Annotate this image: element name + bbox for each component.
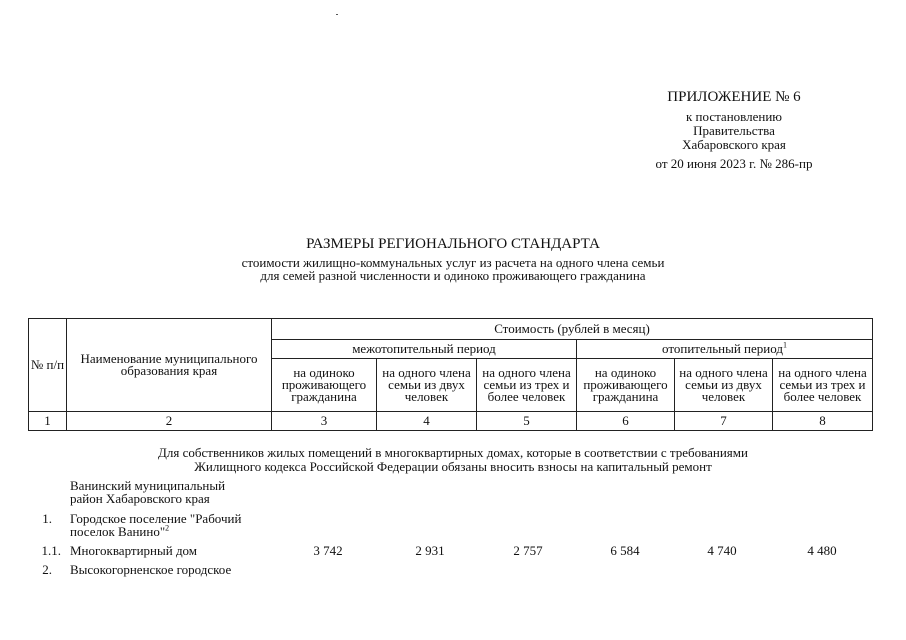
document-subtitle-line-2: для семей разной численности и одиноко проживающего гражданина — [260, 268, 646, 283]
district-row — [0, 479, 906, 507]
value-cell: 2 931 — [415, 543, 445, 558]
header-period-heating — [577, 340, 873, 359]
row-number: 1. — [42, 511, 52, 526]
row-number: 1.1. — [41, 543, 61, 558]
district-name-line-2: район Хабаровского края — [70, 491, 210, 506]
scan-speck — [336, 14, 338, 15]
row-name — [70, 512, 270, 538]
section-note — [0, 446, 906, 474]
row-name-text: поселок Ванино" — [70, 524, 166, 539]
value-cell: 3 742 — [313, 543, 343, 558]
row-name: Высокогорненское городское — [70, 562, 232, 577]
appendix-line-3: Хабаровского края — [682, 137, 786, 152]
header-row-1 — [29, 319, 873, 340]
value-cell: 4 480 — [807, 543, 837, 558]
column-number: 3 — [272, 412, 377, 431]
row-name-line-1: Городское поселение "Рабочий — [70, 511, 242, 526]
column-number: 7 — [675, 412, 773, 431]
appendix-title: ПРИЛОЖЕНИЕ № 6 — [667, 89, 801, 105]
column-number: 1 — [29, 412, 67, 431]
header-sub-two: на одного члена семьи из двух человек — [377, 359, 477, 412]
appendix-line-1: к постановлению — [685, 109, 783, 124]
header-sub-single: на одиноко проживающего гражданина — [272, 359, 377, 412]
document-title: РАЗМЕРЫ РЕГИОНАЛЬНОГО СТАНДАРТА — [306, 236, 600, 252]
header-sub-single-heating: на одиноко проживающего гражданина — [577, 359, 675, 412]
value-cell: 2 757 — [513, 543, 543, 558]
row-number: 2. — [42, 562, 52, 577]
value-cell: 4 740 — [707, 543, 737, 558]
footnote-2-marker: 2 — [165, 523, 170, 533]
document-subtitle — [0, 256, 906, 282]
header-period-heating-label: отопительный период — [662, 341, 783, 356]
column-number: 6 — [577, 412, 675, 431]
value-cell: 6 584 — [610, 543, 640, 558]
header-cost: Стоимость (рублей в месяц) — [272, 319, 873, 340]
section-note-line-1: Для собственников жилых помещений в многоквартирных домах, которые в соответствии с требованиями — [158, 445, 748, 460]
table-row — [0, 512, 906, 540]
header-period-summer: межотопительный период — [272, 340, 577, 359]
column-number-row — [29, 412, 873, 431]
appendix-line-2: Правительства — [693, 123, 775, 138]
row-name: Многоквартирный дом — [70, 543, 198, 558]
district-name-line-1: Ванинский муниципальный — [70, 478, 226, 493]
column-number: 5 — [477, 412, 577, 431]
section-note-line-2: Жилищного кодекса Российской Федерации обязаны вносить взносы на капитальный ремонт — [194, 459, 712, 474]
column-number: 8 — [773, 412, 873, 431]
standards-table — [28, 318, 873, 431]
table-row — [0, 544, 906, 558]
header-sub-three-heating: на одного члена семьи из трех и более человек — [773, 359, 873, 412]
row-name-line-2 — [70, 525, 270, 538]
district-name — [70, 479, 270, 505]
header-num: № п/п — [29, 319, 67, 412]
footnote-1-marker: 1 — [782, 340, 787, 350]
column-number: 4 — [377, 412, 477, 431]
appendix-block — [624, 88, 844, 171]
header-sub-three: на одного члена семьи из трех и более человек — [477, 359, 577, 412]
column-number: 2 — [67, 412, 272, 431]
document-subtitle-line-1: стоимости жилищно-коммунальных услуг из расчета на одного члена семьи — [241, 255, 665, 270]
table-row — [0, 563, 906, 577]
header-name: Наименование муниципального образования края — [67, 319, 272, 412]
appendix-date: от 20 июня 2023 г. № 286-пр — [655, 156, 813, 171]
header-sub-two-heating: на одного члена семьи из двух человек — [675, 359, 773, 412]
